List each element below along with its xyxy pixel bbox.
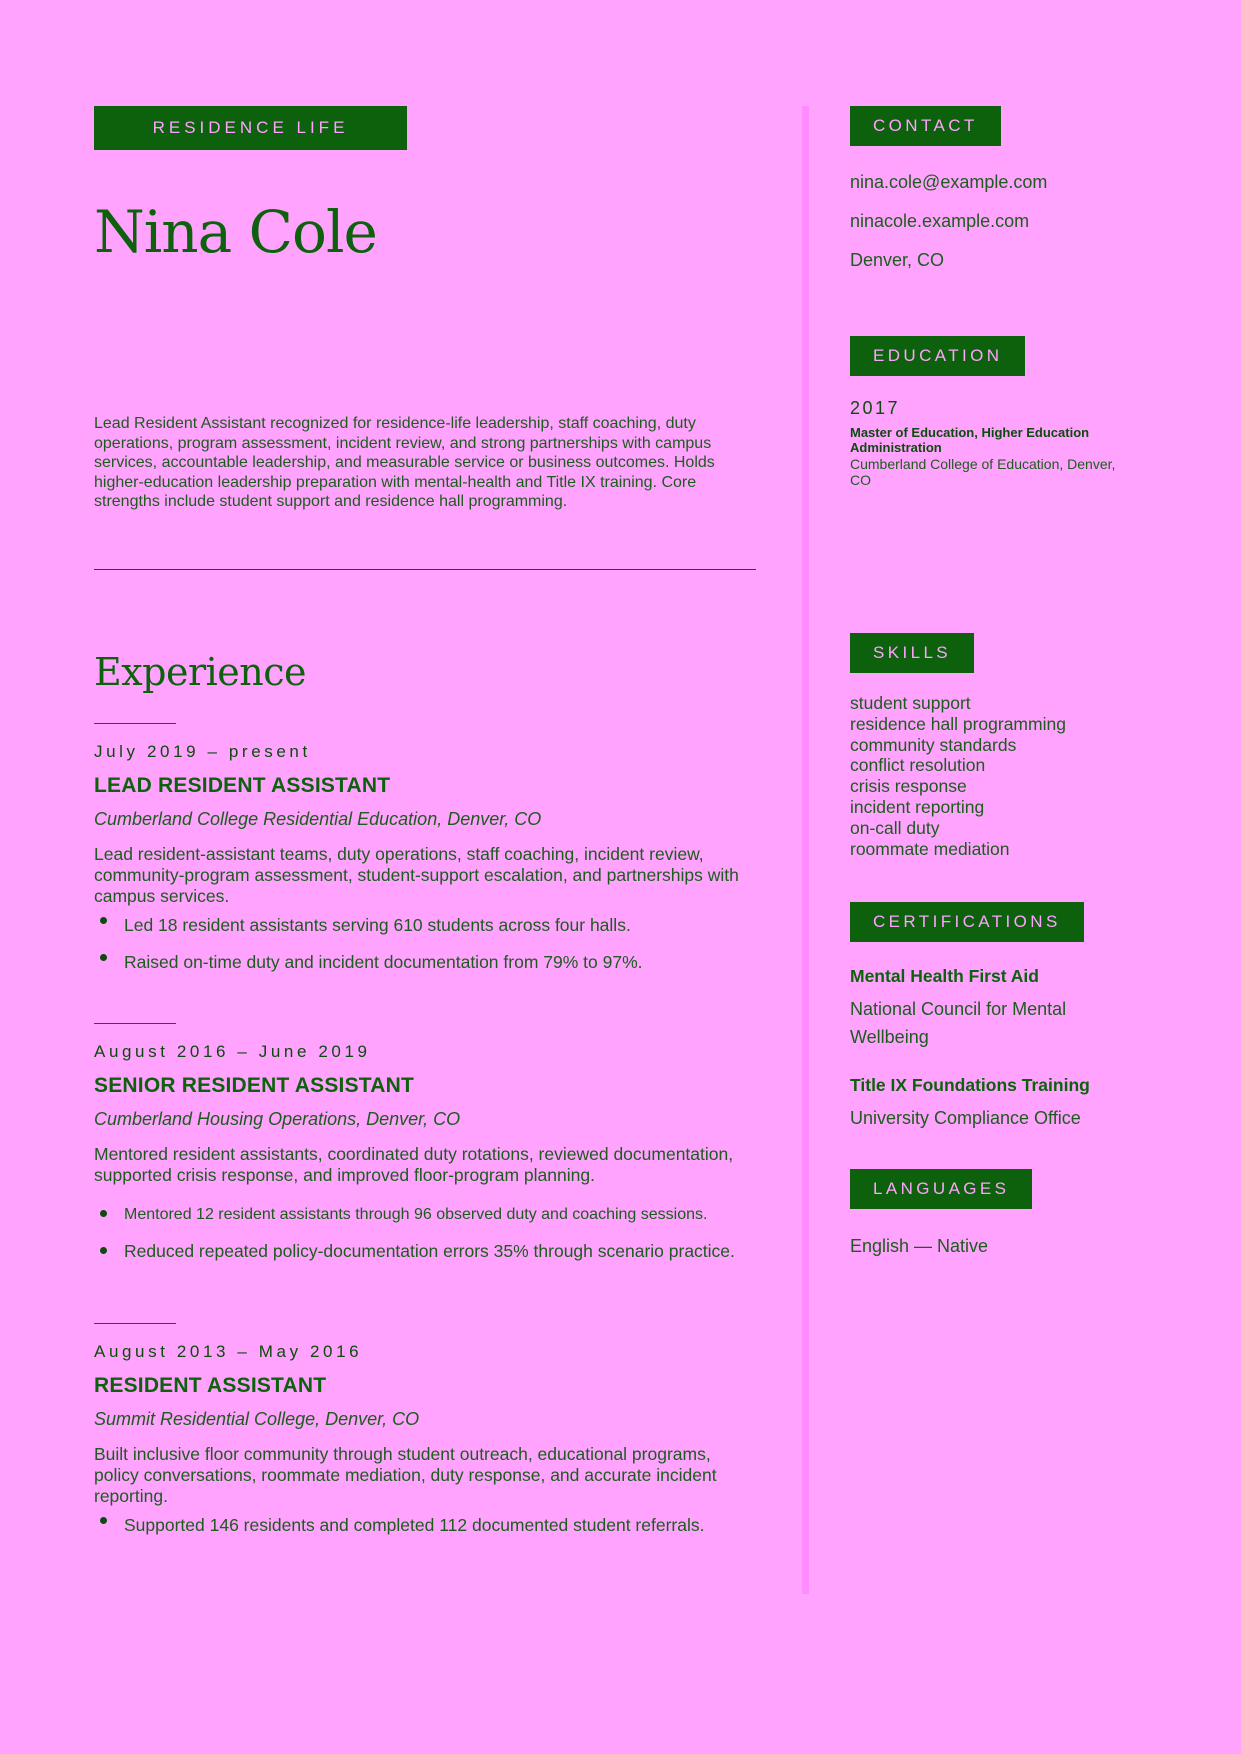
- contact-heading: CONTACT: [850, 106, 1001, 146]
- job-organization: Cumberland Housing Operations, Denver, CO: [94, 1109, 461, 1129]
- certification-name: Mental Health First Aid: [850, 966, 1039, 986]
- bullet-icon: [100, 1517, 107, 1524]
- experience-entry: [94, 1023, 756, 1278]
- achievement-text: Raised on-time duty and incident documentation from 79% to 97%.: [124, 952, 643, 972]
- job-achievements: [94, 1515, 756, 1536]
- column-divider: [802, 106, 809, 1594]
- skill-item: on-call duty: [850, 817, 940, 838]
- achievement-text: Reduced repeated policy-documentation errors 35% through scenario practice.: [124, 1241, 735, 1261]
- achievement-item: [94, 1241, 756, 1262]
- education-school: Cumberland College of Education, Denver, CO: [850, 456, 1116, 488]
- education-year: 2017: [850, 398, 901, 418]
- skill-item: student support: [850, 693, 971, 713]
- role-eyebrow-badge: RESIDENCE LIFE: [94, 106, 407, 150]
- entry-divider: [94, 1323, 176, 1324]
- skills-list: [850, 693, 1066, 859]
- job-dates: August 2016 – June 2019: [94, 1042, 371, 1061]
- achievement-item: [94, 1204, 756, 1225]
- email-link[interactable]: nina.cole@example.com: [850, 172, 1048, 192]
- candidate-name: Nina Cole: [94, 198, 377, 266]
- certifications-heading: CERTIFICATIONS: [850, 902, 1084, 942]
- profile-summary: Lead Resident Assistant recognized for residence-life leadership, staff coaching, duty operations, program assessment, incident review, and strong partnerships with campus services, accountable leadership, and measurable service or business outcomes. Holds higher-education leadership preparation with mental-health and Title IX training. Core strengths include student support and residence hall programming.: [94, 415, 715, 510]
- job-organization: Cumberland College Residential Education, Denver, CO: [94, 809, 542, 829]
- achievement-text: Supported 146 residents and completed 112 documented student referrals.: [124, 1515, 705, 1535]
- experience-heading: Experience: [94, 650, 307, 694]
- job-organization: Summit Residential College, Denver, CO: [94, 1409, 420, 1429]
- job-dates: July 2019 – present: [94, 742, 311, 761]
- bullet-icon: [100, 954, 107, 961]
- section-divider: [94, 569, 756, 570]
- skill-item: community standards: [850, 734, 1017, 755]
- education-degree: Master of Education, Higher Education Administration: [850, 425, 1090, 455]
- job-description: Built inclusive floor community through student outreach, educational programs, policy conversations, roommate mediation, duty response, and accurate incident reporting.: [94, 1444, 717, 1506]
- experience-entry: [94, 723, 756, 989]
- job-dates: August 2013 – May 2016: [94, 1342, 363, 1361]
- achievement-text: Mentored 12 resident assistants through 96 observed duty and coaching sessions.: [124, 1206, 708, 1223]
- job-achievements: [94, 915, 756, 973]
- achievement-item: [94, 1515, 756, 1536]
- job-title: RESIDENT ASSISTANT: [94, 1374, 327, 1397]
- bullet-icon: [100, 917, 107, 924]
- job-description: Mentored resident assistants, coordinated duty rotations, reviewed documentation, supported crisis response, and improved floor-program planning.: [94, 1144, 734, 1185]
- certification-issuer: University Compliance Office: [850, 1108, 1081, 1128]
- experience-entry: [94, 1323, 756, 1552]
- job-title: SENIOR RESIDENT ASSISTANT: [94, 1074, 415, 1097]
- skill-item: residence hall programming: [850, 713, 1066, 734]
- job-title: LEAD RESIDENT ASSISTANT: [94, 774, 391, 797]
- skill-item: conflict resolution: [850, 755, 986, 776]
- job-achievements: [94, 1204, 756, 1262]
- entry-divider: [94, 1023, 176, 1024]
- certification-issuer: National Council for Mental Wellbeing: [850, 999, 1067, 1047]
- education-heading: EDUCATION: [850, 336, 1025, 376]
- achievement-item: [94, 952, 756, 973]
- languages-heading: LANGUAGES: [850, 1169, 1032, 1209]
- achievement-text: Led 18 resident assistants serving 610 students across four halls.: [124, 915, 631, 935]
- skill-item: crisis response: [850, 776, 967, 797]
- entry-divider: [94, 723, 176, 724]
- location-text: Denver, CO: [850, 250, 945, 270]
- skill-item: incident reporting: [850, 796, 985, 817]
- bullet-icon: [100, 1210, 107, 1217]
- skills-heading: SKILLS: [850, 633, 974, 673]
- language-item: English — Native: [850, 1236, 989, 1256]
- bullet-icon: [100, 1247, 107, 1254]
- achievement-item: [94, 915, 756, 936]
- job-description: Lead resident-assistant teams, duty operations, staff coaching, incident review, community-program assessment, student-support escalation, and partnerships with campus services.: [94, 844, 739, 906]
- website-link[interactable]: ninacole.example.com: [850, 211, 1030, 231]
- certification-name: Title IX Foundations Training: [850, 1075, 1090, 1095]
- skill-item: roommate mediation: [850, 838, 1010, 859]
